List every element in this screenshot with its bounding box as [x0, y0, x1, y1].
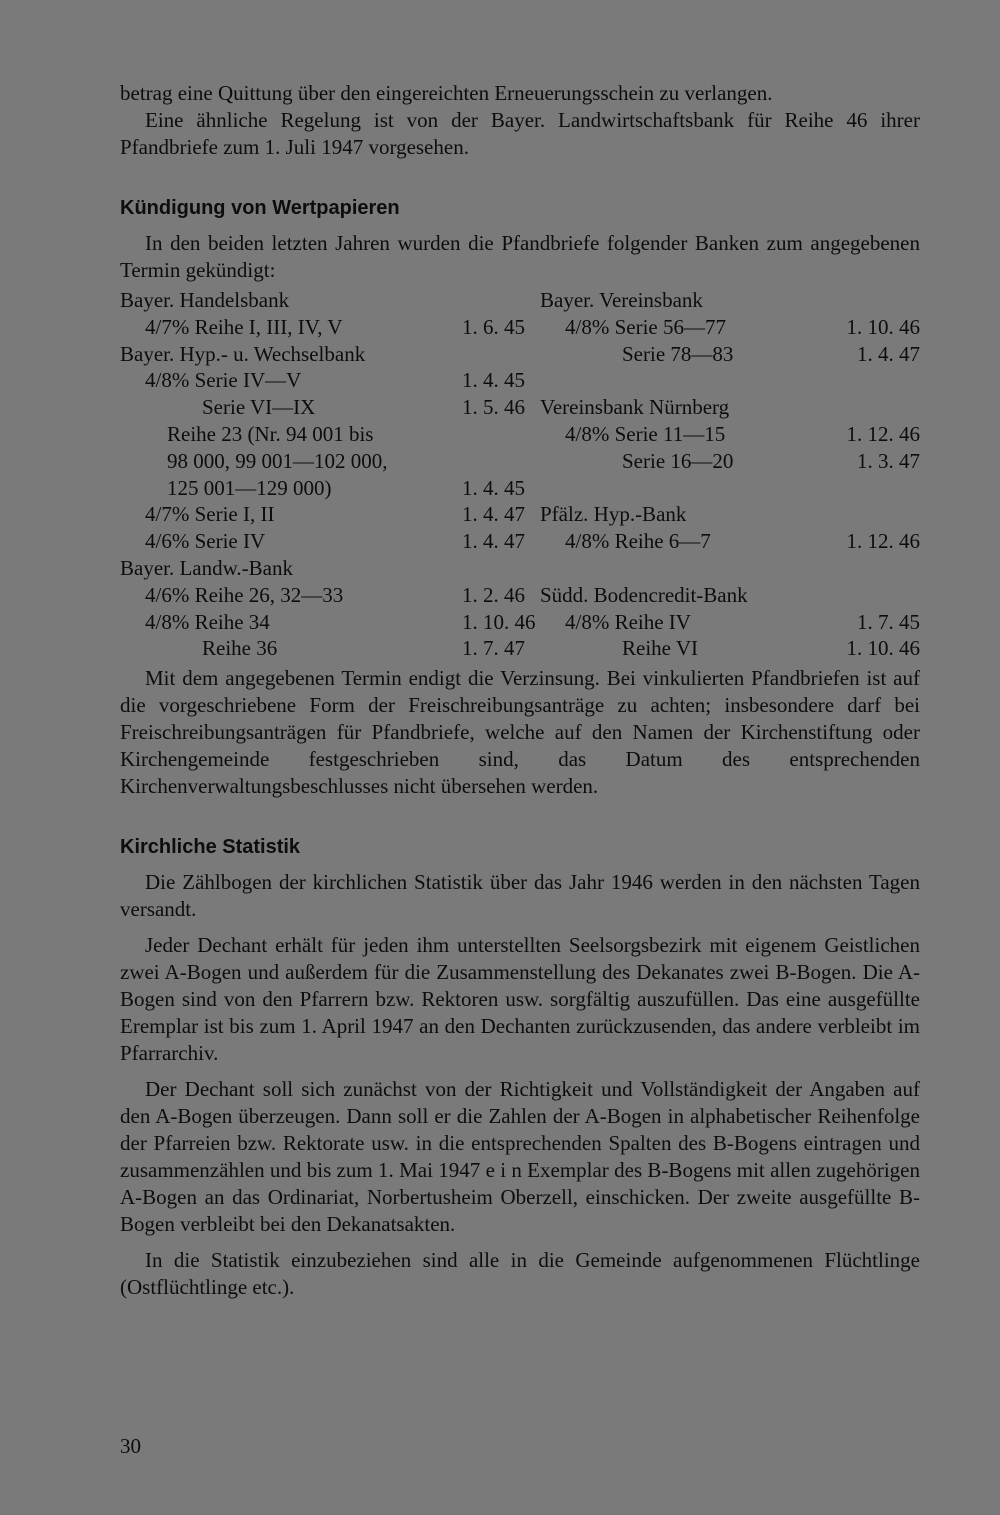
table-row [120, 501, 920, 528]
page-number: 30 [120, 1434, 141, 1458]
termination-date [462, 421, 540, 448]
heading-kuendigung: Kündigung von Wertpapieren [120, 197, 400, 219]
left-column-cell [120, 528, 540, 555]
table-row [120, 341, 920, 368]
left-column-cell [120, 609, 540, 636]
right-column-cell [540, 394, 920, 421]
termination-date [462, 555, 540, 582]
right-column-cell [540, 287, 920, 314]
bond-description: Reihe VI [622, 636, 699, 661]
termination-date: 1. 7. 47 [462, 636, 525, 661]
document-page [120, 80, 920, 1301]
termination-date [462, 287, 540, 314]
paragraph-dechant-bogen: Jeder Dechant erhält für jeden ihm unterstellten Seelsorgsbezirk mit eigenem Geistlichen zwei A-Bogen und außerdem für die Zusammenstellung des Dekanates zwei B-Bogen. Die A-Bogen sind von den Pfarrern bzw. Rektoren usw. sorgfältig auszufüllen. Das eine ausgefüllte Eremplar ist bis zum 1. April 1947 an den Dechanten zurückzusenden, das andere verbleibt im Pfarrarchiv. [120, 933, 920, 1066]
table-row [120, 448, 920, 475]
bond-description: Reihe 36 [202, 636, 278, 661]
table-row [120, 609, 920, 636]
paragraph-kuendigung-intro: In den beiden letzten Jahren wurden die Pfandbriefe folgender Banken zum angegebenen Termin gekündigt: [120, 231, 920, 282]
right-column-cell [540, 421, 920, 448]
termination-date [838, 367, 920, 394]
right-column-cell [540, 367, 920, 394]
bond-description: Serie 78—83 [622, 341, 734, 366]
right-column-cell [540, 555, 920, 582]
bond-table [120, 287, 920, 662]
bond-description: Bayer. Landw.-Bank [120, 555, 294, 580]
termination-date: 1. 10. 46 [846, 314, 920, 339]
bond-description: 4/7% Serie I, II [145, 502, 275, 527]
termination-date [838, 394, 920, 421]
heading-statistik: Kirchliche Statistik [120, 836, 301, 859]
bond-description: 4/8% Serie 56—77 [565, 314, 726, 339]
termination-date: 1. 12. 46 [846, 421, 920, 446]
termination-date [838, 475, 920, 502]
right-column-cell [540, 475, 920, 502]
bond-description: 4/8% Reihe 6—7 [565, 529, 711, 554]
paragraph-continuation: betrag eine Quittung über den eingereichten Erneuerungsschein zu verlangen. [120, 81, 773, 105]
termination-date: 1. 7. 45 [857, 609, 920, 634]
right-column-cell [540, 609, 920, 636]
termination-date: 1. 4. 45 [462, 368, 525, 393]
termination-date: 1. 10. 46 [846, 636, 920, 661]
termination-date [462, 341, 540, 368]
termination-date [838, 287, 920, 314]
bond-description: Pfälz. Hyp.-Bank [540, 502, 687, 527]
table-row [120, 475, 920, 502]
right-column-cell [540, 582, 920, 609]
right-column-cell [540, 314, 920, 341]
bond-description: 4/8% Reihe IV [565, 609, 691, 634]
termination-date [838, 582, 920, 609]
right-column-cell [540, 341, 920, 368]
left-column-cell [120, 421, 540, 448]
bond-description: 4/8% Serie IV—V [145, 368, 302, 393]
bond-description: Serie VI—IX [202, 395, 316, 420]
termination-date: 1. 12. 46 [846, 529, 920, 554]
paragraph-zaehlbogen: Die Zählbogen der kirchlichen Statistik über das Jahr 1946 werden in den nächsten Tagen versandt. [120, 870, 920, 922]
bond-description: 125 001—129 000) [167, 475, 332, 500]
left-column-cell [120, 555, 540, 582]
bond-description: 4/8% Reihe 34 [145, 609, 270, 634]
bond-description: Südd. Bodencredit-Bank [540, 582, 748, 607]
termination-date [462, 448, 540, 475]
termination-date: 1. 4. 47 [462, 502, 525, 527]
table-row [120, 314, 920, 341]
termination-date [838, 555, 920, 582]
right-column-cell [540, 501, 920, 528]
left-column-cell [120, 341, 540, 368]
left-column-cell [120, 501, 540, 528]
bond-description: Vereinsbank Nürnberg [540, 395, 730, 420]
left-column-cell [120, 314, 540, 341]
bond-description: Bayer. Vereinsbank [540, 288, 703, 312]
left-column-cell [120, 367, 540, 394]
bond-description: Serie 16—20 [622, 448, 734, 473]
table-row [120, 635, 920, 662]
right-column-cell [540, 528, 920, 555]
paragraph-verzinsung: Mit dem angegebenen Termin endigt die Verzinsung. Bei vinkulierten Pfandbriefen ist auf die vorgeschriebene Form der Freischreibungsanträge zu achten; insbesondere darf bei Freischreibungsanträgen für Pfandbriefe, welche auf den Namen der Kirchenstiftung oder Kirchengemeinde festgeschrieben sind, das Datum des entsprechenden Kirchenverwaltungsbeschlusses nicht übersehen werden. [120, 666, 920, 799]
termination-date: 1. 4. 47 [462, 529, 525, 554]
left-column-cell [120, 475, 540, 502]
paragraph-dechant-pruefung: Der Dechant soll sich zunächst von der Richtigkeit und Vollständigkeit der Angaben auf den A-Bogen überzeugen. Dann soll er die Zahlen der A-Bogen in alphabetischer Reihenfolge der Pfarreien bzw. Rektorate usw. in die entsprechenden Spalten des B-Bogens eintragen und zusammenzählen und bis zum 1. Mai 1947 e i n Exemplar des B-Bogens mit allen zugehörigen A-Bogen an das Ordinariat, Norbertusheim Oberzell, einschicken. Der zweite ausgefüllte B-Bogen verbleibt bei den Dekanatsakten. [120, 1077, 920, 1237]
right-column-cell [540, 635, 920, 662]
table-row [120, 367, 920, 394]
bond-description: Bayer. Handelsbank [120, 288, 290, 312]
bond-description: 4/7% Reihe I, III, IV, V [145, 314, 343, 339]
table-row [120, 394, 920, 421]
termination-date [838, 501, 920, 528]
paragraph-landwirtschaftsbank: Eine ähnliche Regelung ist von der Bayer. Landwirtschaftsbank für Reihe 46 ihrer Pfandbriefe zum 1. Juli 1947 vorgesehen. [120, 108, 920, 159]
bond-description: Reihe 23 (Nr. 94 001 bis [167, 421, 374, 446]
left-column-cell [120, 394, 540, 421]
table-row [120, 582, 920, 609]
termination-date: 1. 4. 47 [857, 341, 920, 366]
bond-description: 4/8% Serie 11—15 [565, 421, 726, 446]
termination-date: 1. 6. 45 [462, 314, 525, 339]
right-column-cell [540, 448, 920, 475]
bond-description: 98 000, 99 001—102 000, [167, 448, 388, 473]
table-row [120, 528, 920, 555]
termination-date: 1. 4. 45 [462, 475, 525, 500]
paragraph-fluechtlinge: In die Statistik einzubeziehen sind alle in die Gemeinde aufgenommenen Flüchtlinge (Ostflüchtlinge etc.). [120, 1248, 920, 1300]
left-column-cell [120, 448, 540, 475]
termination-date: 1. 2. 46 [462, 582, 525, 607]
termination-date: 1. 5. 46 [462, 395, 525, 420]
termination-date: 1. 10. 46 [462, 609, 536, 634]
left-column-cell [120, 582, 540, 609]
left-column-cell [120, 635, 540, 662]
table-row [120, 287, 920, 314]
table-row [120, 421, 920, 448]
bond-description: Bayer. Hyp.- u. Wechselbank [120, 341, 366, 366]
bond-description: 4/6% Serie IV [145, 529, 266, 554]
left-column-cell [120, 287, 540, 314]
termination-date: 1. 3. 47 [857, 448, 920, 473]
bond-description: 4/6% Reihe 26, 32—33 [145, 582, 344, 607]
table-row [120, 555, 920, 582]
